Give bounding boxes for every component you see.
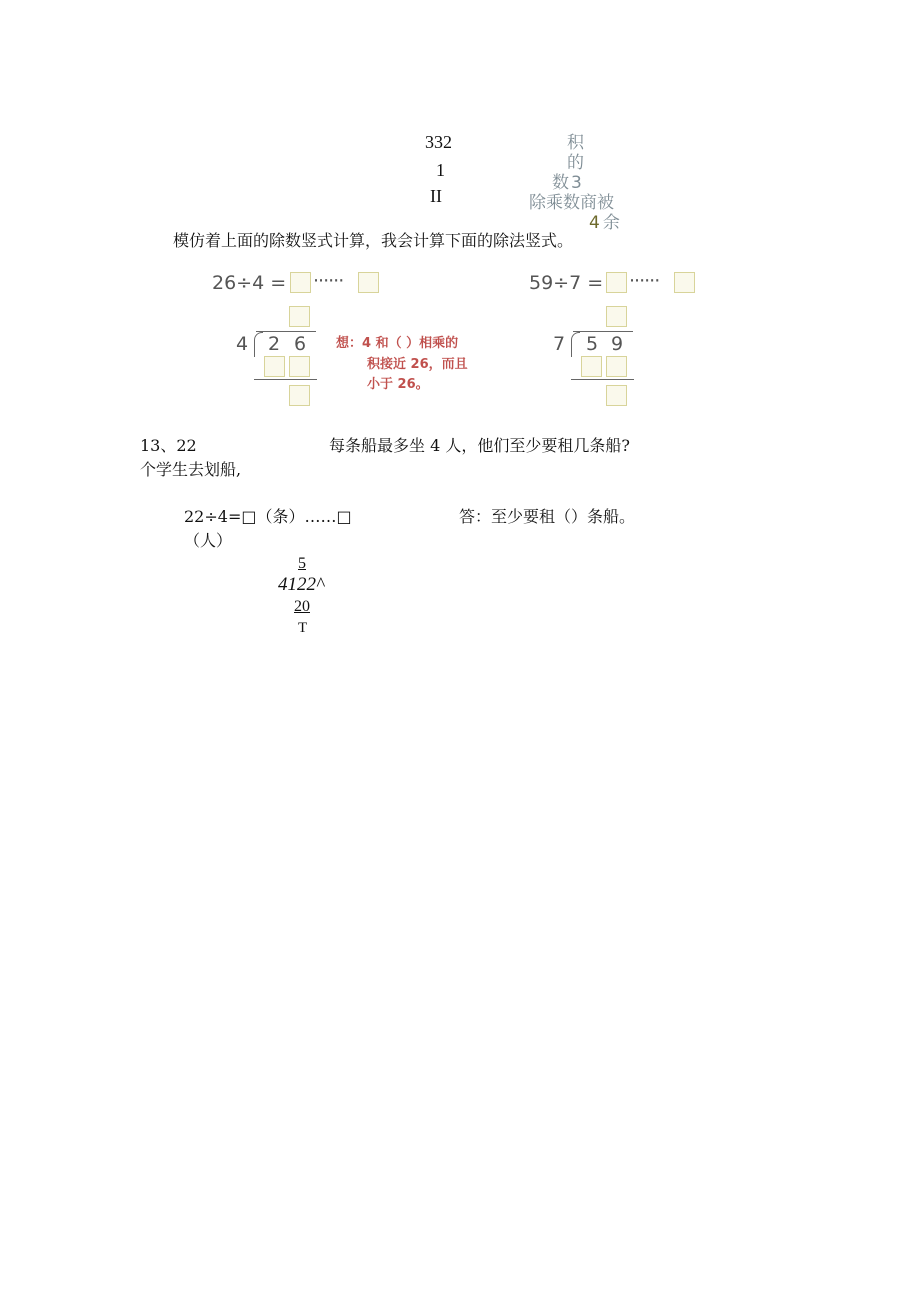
division-bracket: [254, 332, 263, 357]
division-bar: [573, 331, 633, 332]
left-dots: ······: [313, 270, 344, 292]
legend-line-2: 的: [567, 153, 584, 173]
right-divisor: 7: [553, 333, 566, 355]
remainder-box[interactable]: [606, 385, 627, 406]
legend-line-3: 数 3: [552, 173, 582, 193]
legend-line-4: 除乘数商被: [529, 193, 614, 213]
answer-box[interactable]: [290, 272, 311, 293]
hint-line-1: 想：4 和（ ）相乘的: [336, 336, 459, 351]
answer-box[interactable]: [674, 272, 695, 293]
question-text-line2: 个学生去划船,: [140, 460, 242, 479]
remainder-box[interactable]: [289, 385, 310, 406]
left-dividend-digit: 6: [294, 333, 307, 355]
hint-line-3: 小于 26。: [367, 377, 429, 392]
left-equation: 26÷4 =: [212, 272, 287, 294]
top-number-3: II: [430, 186, 442, 206]
answer-box[interactable]: [358, 272, 379, 293]
question-number: 13、22: [140, 436, 197, 455]
work-remainder: T: [298, 620, 308, 636]
product-box[interactable]: [289, 356, 310, 377]
work-division: 4122^: [278, 574, 325, 595]
legend-line-1: 积: [567, 133, 584, 153]
instruction-text: 模仿着上面的除数竖式计算，我会计算下面的除法竖式。: [173, 231, 574, 250]
subtraction-line: [571, 379, 634, 380]
subtraction-line: [254, 379, 317, 380]
division-bar: [256, 331, 316, 332]
right-dividend-digit: 9: [611, 333, 624, 355]
quotient-box[interactable]: [606, 306, 627, 327]
right-dividend-digit: 5: [586, 333, 599, 355]
right-equation: 59÷7 =: [529, 272, 604, 294]
unit-label: （人）: [184, 531, 233, 550]
legend-line-5: 4 余: [589, 213, 620, 233]
quotient-box[interactable]: [289, 306, 310, 327]
answer-sentence: 答：至少要租（）条船。: [459, 507, 636, 526]
question-text: 每条船最多坐 4 人，他们至少要租几条船?: [329, 436, 630, 455]
product-box[interactable]: [581, 356, 602, 377]
work-quotient: 5: [298, 555, 306, 572]
question-equation: 22÷4=□（条）……□: [184, 507, 352, 526]
product-box[interactable]: [264, 356, 285, 377]
left-dividend-digit: 2: [268, 333, 281, 355]
hint-line-2: 积接近 26，而且: [367, 357, 468, 372]
top-number-2: 1: [436, 160, 445, 180]
right-dots: ······: [629, 270, 660, 292]
division-bracket: [571, 332, 580, 357]
product-box[interactable]: [606, 356, 627, 377]
answer-box[interactable]: [606, 272, 627, 293]
work-product: 20: [294, 598, 310, 615]
left-divisor: 4: [236, 333, 249, 355]
top-number-1: 332: [425, 132, 452, 152]
